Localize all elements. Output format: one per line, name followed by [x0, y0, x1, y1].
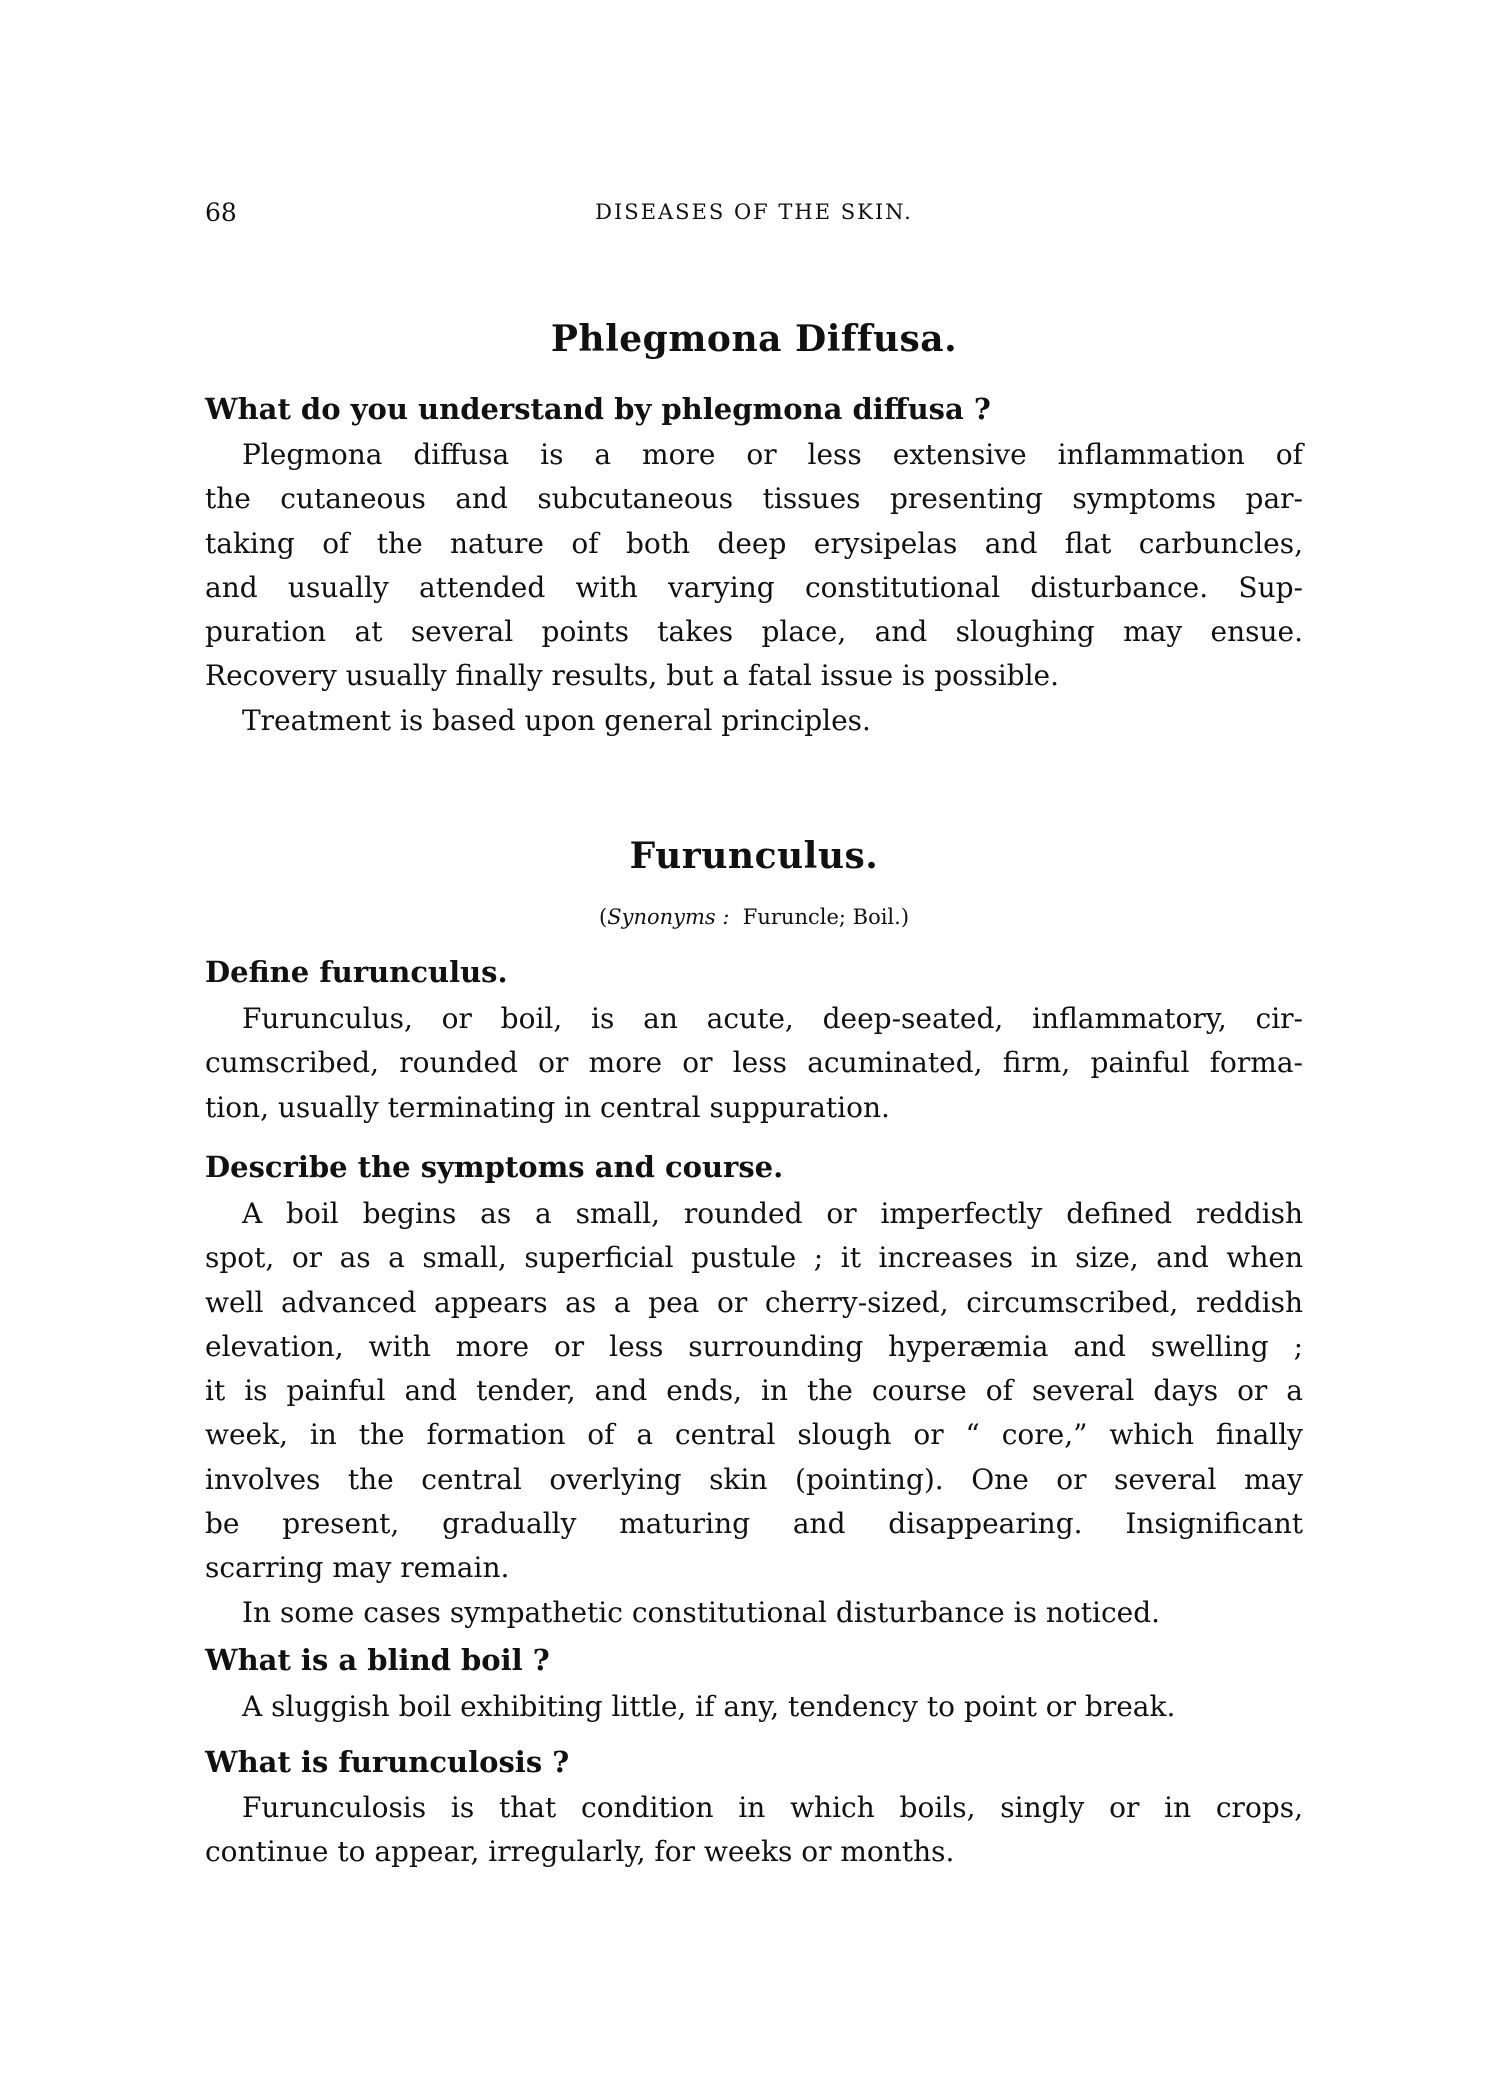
text-line: cumscribed, rounded or more or less acuminated, firm, painful forma- [205, 1046, 1303, 1080]
question-heading: What do you understand by phlegmona diffusa ? [205, 392, 991, 426]
text-line: In some cases sympathetic constitutional disturbance is noticed. [242, 1595, 1161, 1629]
text-line: it is painful and tender, and ends, in the course of several days or a [205, 1374, 1303, 1408]
answer-paragraph [205, 1786, 1303, 1875]
synonyms-open-paren: ( [598, 905, 608, 929]
text-line: Plegmona diffusa is a more or less extensive inflammation of [242, 438, 1303, 471]
text-line: the cutaneous and subcutaneous tissues presenting symptoms par- [205, 482, 1303, 516]
text-line: Recovery usually finally results, but a fatal issue is possible. [205, 659, 1060, 693]
question-heading: What is a blind boil ? [205, 1643, 550, 1677]
text-line: tion, usually terminating in central suppuration. [205, 1090, 890, 1124]
text-line: week, in the formation of a central slough or “ core,” which finally [205, 1418, 1303, 1452]
text-line: and usually attended with varying constitutional disturbance. Sup- [205, 570, 1303, 604]
question-heading: Describe the symptoms and course. [205, 1150, 784, 1184]
synonyms-line [205, 905, 1303, 929]
text-line: A boil begins as a small, rounded or imperfectly defined reddish [242, 1197, 1303, 1230]
question-heading: What is furunculosis ? [205, 1745, 570, 1779]
question-heading: Define furunculus. [205, 955, 508, 989]
answer-paragraph [205, 1192, 1303, 1635]
running-header [205, 198, 1303, 232]
text-line: elevation, with more or less surrounding hyperæmia and swelling ; [205, 1329, 1303, 1363]
answer-paragraph [205, 433, 1303, 743]
text-line: puration at several points takes place, and sloughing may ensue. [205, 615, 1303, 649]
section-title-furunculus: Furunculus. [629, 835, 879, 877]
synonyms-label: Synonyms : [607, 905, 730, 929]
text-line: well advanced appears as a pea or cherry-sized, circumscribed, reddish [205, 1285, 1303, 1319]
text-line: scarring may remain. [205, 1551, 510, 1585]
text-line: Furunculus, or boil, is an acute, deep-seated, inflammatory, cir- [242, 1002, 1303, 1035]
page-number: 68 [205, 198, 237, 227]
text-line: spot, or as a small, superficial pustule ; it increases in size, and when [205, 1241, 1303, 1275]
text-line: A sluggish boil exhibiting little, if any, tendency to point or break. [242, 1690, 1176, 1723]
answer-paragraph [205, 997, 1303, 1130]
text-line: continue to appear, irregularly, for weeks or months. [205, 1835, 955, 1869]
text-line: involves the central overlying skin (pointing). One or several may [205, 1462, 1303, 1496]
text-line: Furunculosis is that condition in which boils, singly or in crops, [242, 1791, 1303, 1824]
synonyms-value: Furuncle; Boil.) [742, 905, 910, 929]
text-line: taking of the nature of both deep erysipelas and flat carbuncles, [205, 526, 1303, 560]
section-title-phlegmona: Phlegmona Diffusa. [550, 318, 958, 360]
answer-paragraph [205, 1685, 1303, 1729]
text-line: Treatment is based upon general principles. [242, 703, 871, 737]
running-title: DISEASES OF THE SKIN. [595, 200, 913, 224]
text-line: be present, gradually maturing and disappearing. Insignificant [205, 1507, 1303, 1541]
